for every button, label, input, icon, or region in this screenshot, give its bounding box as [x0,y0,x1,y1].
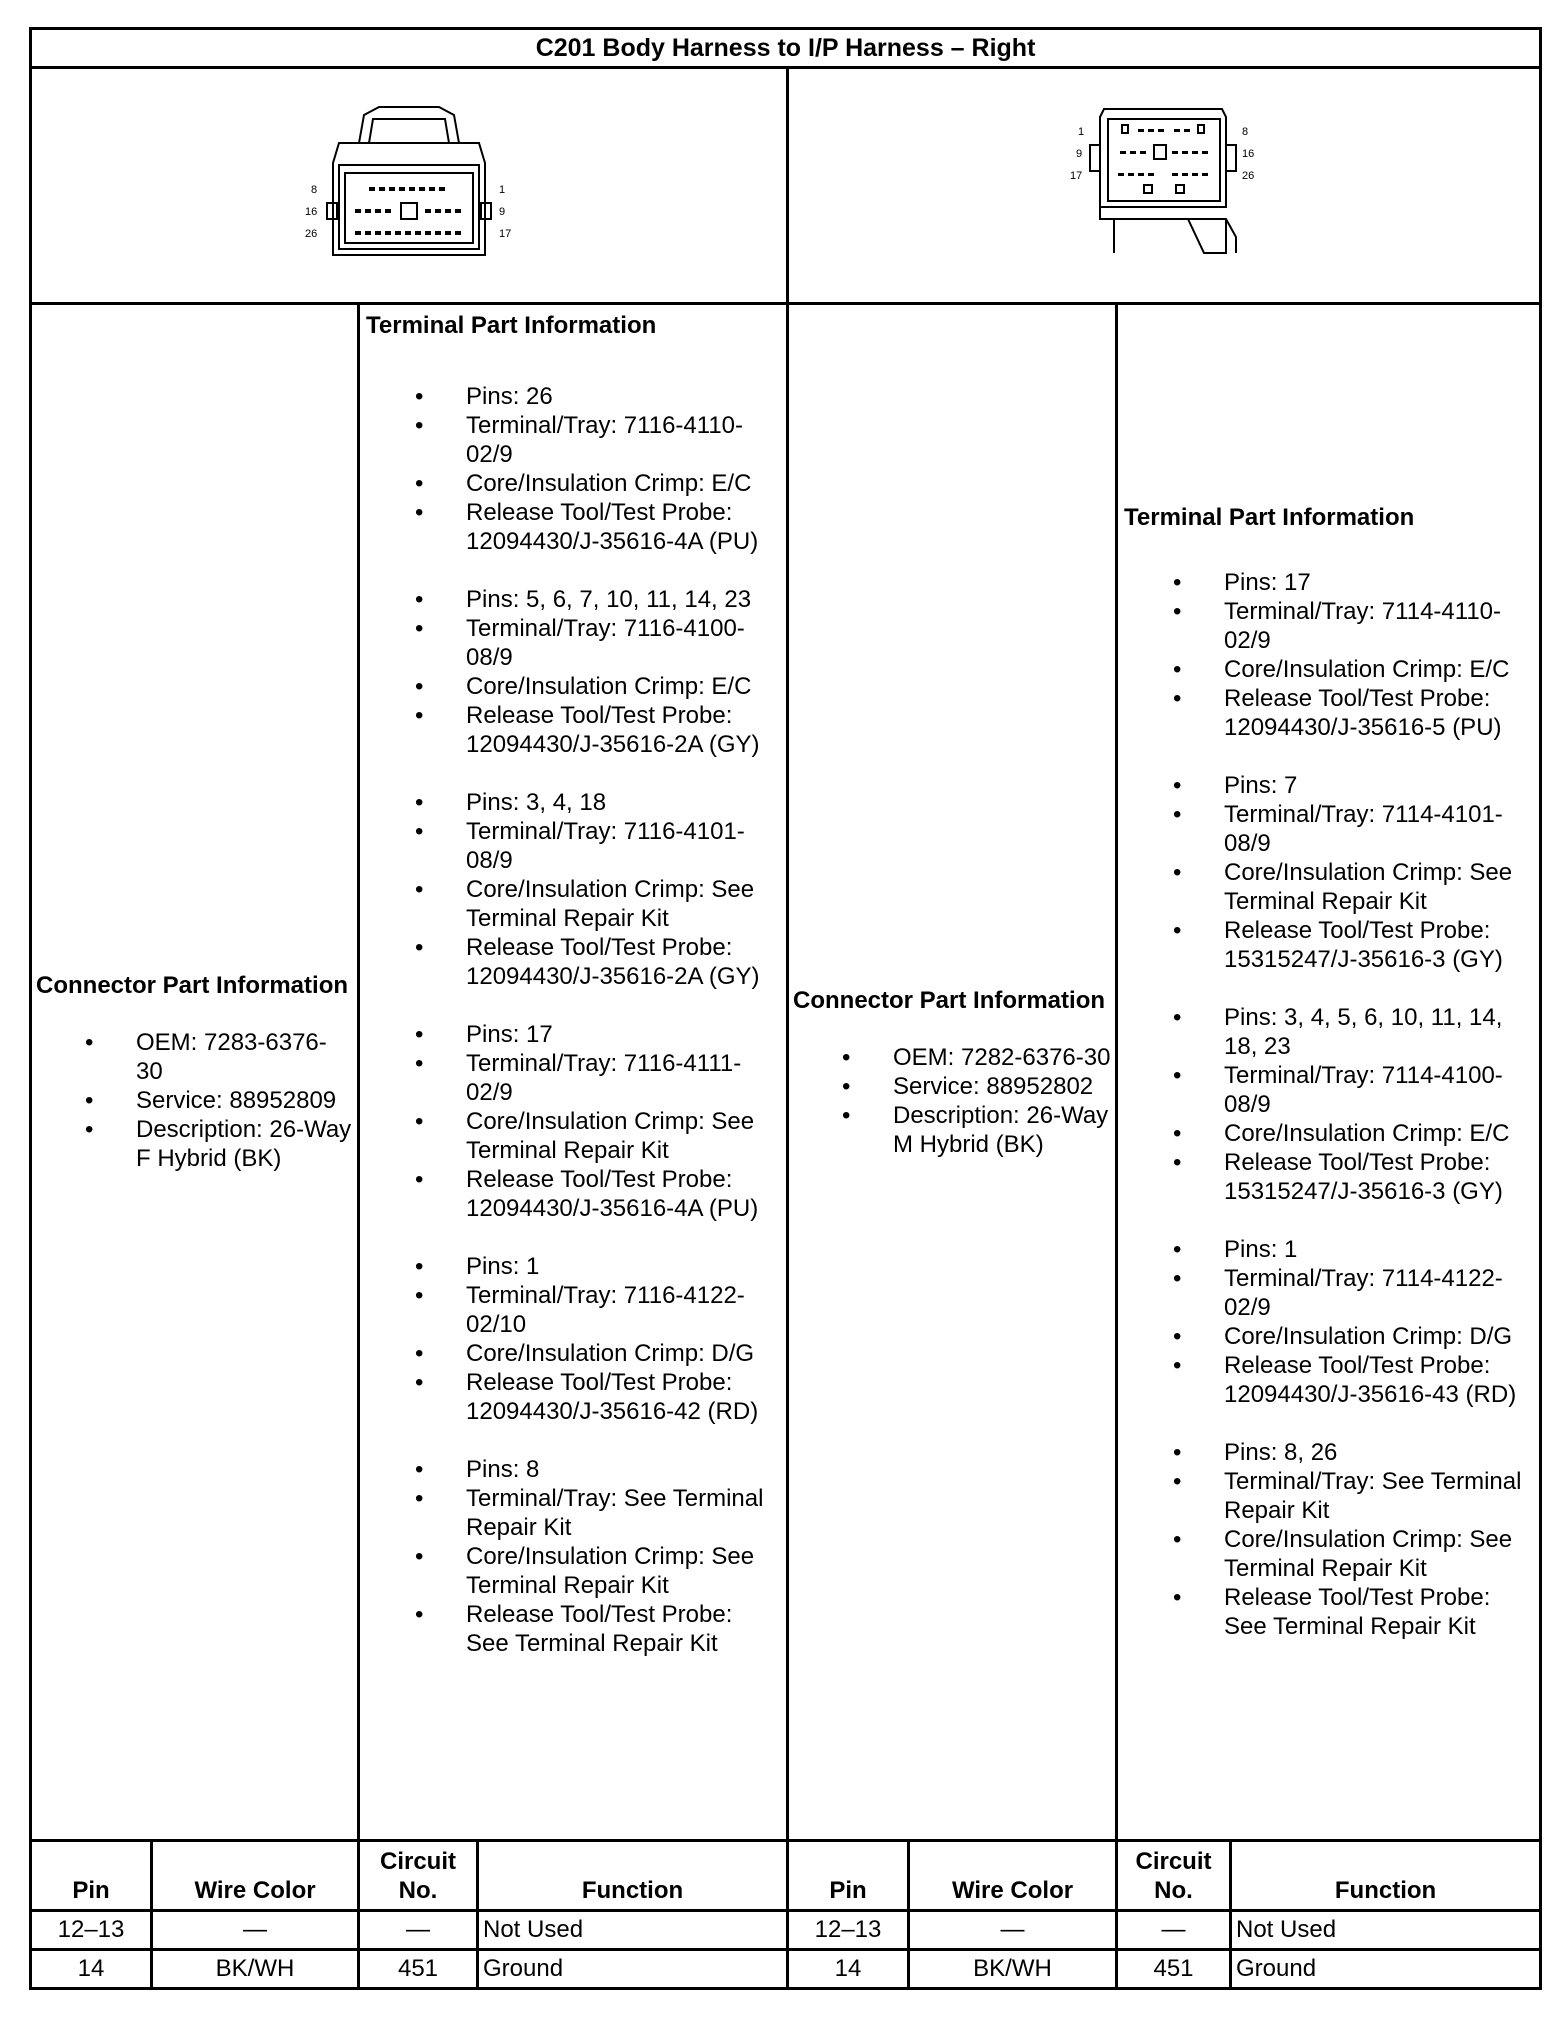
pin-label-1: 1 [499,184,506,196]
pin-label-9: 9 [1076,148,1083,160]
terminal-group [1124,1438,1533,1641]
list-item: • Pins: 17 [466,1020,780,1049]
list-item: • Terminal/Tray: 7116-4110-02/9 [466,411,780,469]
terminal-group [1124,1235,1533,1409]
list-item: • Release Tool/Test Probe: 12094430/J-35616-4A (PU) [466,1165,780,1223]
left-connector-info [31,304,359,1841]
pin-label-9: 9 [499,206,506,218]
function-cell: Ground [1231,1950,1541,1989]
page-title: C201 Body Harness to I/P Harness – Right [31,29,1541,68]
wire-cell: — [909,1911,1117,1950]
terminal-heading: Terminal Part Information [366,312,657,339]
right-connector-info [788,304,1117,1841]
list-item: • Terminal/Tray: 7114-4122-02/9 [1224,1264,1533,1322]
list-item: • Terminal/Tray: 7116-4101-08/9 [466,817,780,875]
terminal-heading: Terminal Part Information [1124,504,1415,531]
pin-label-1: 1 [1078,126,1085,138]
list-item: • Release Tool/Test Probe: 12094430/J-35616-4A (PU) [466,498,780,556]
list-item: • Description: 26-Way M Hybrid (BK) [893,1101,1111,1159]
list-item: • Core/Insulation Crimp: See Terminal Repair Kit [466,1107,780,1165]
wire-cell: — [152,1911,359,1950]
terminal-group [366,585,780,759]
male-connector-icon [1064,103,1264,263]
pin-cell: 12–13 [788,1911,909,1950]
header-pin: Pin [788,1841,909,1911]
terminal-group [366,1252,780,1426]
list-item: • Pins: 7 [1224,771,1533,800]
header-function: Function [1231,1841,1541,1911]
terminal-group [1124,568,1533,742]
pin-cell: 14 [788,1950,909,1989]
terminal-group [366,1455,780,1658]
list-item: • Release Tool/Test Probe: 12094430/J-35616-5 (PU) [1224,684,1533,742]
list-item: • Terminal/Tray: 7114-4110-02/9 [1224,597,1533,655]
circuit-cell: — [359,1911,478,1950]
list-item: • Terminal/Tray: 7116-4100-08/9 [466,614,780,672]
table-row [31,1950,1541,1989]
list-item: • Pins: 1 [466,1252,780,1281]
list-item: • Core/Insulation Crimp: See Terminal Repair Kit [1224,1525,1533,1583]
list-item: • Core/Insulation Crimp: D/G [1224,1322,1533,1351]
female-connector-icon [299,103,519,263]
wire-cell: BK/WH [909,1950,1117,1989]
left-terminal-info [359,304,788,1841]
list-item: • Service: 88952809 [136,1086,353,1115]
list-item: • Description: 26-Way F Hybrid (BK) [136,1115,353,1173]
connector-list [793,1043,1111,1159]
list-item: • Terminal/Tray: See Terminal Repair Kit [1224,1467,1533,1525]
list-item: • Release Tool/Test Probe: 15315247/J-35616-3 (GY) [1224,916,1533,974]
pin-label-17: 17 [499,228,512,240]
list-item: • Terminal/Tray: See Terminal Repair Kit [466,1484,780,1542]
pin-label-26: 26 [305,228,318,240]
header-function: Function [478,1841,788,1911]
header-wire-color: Wire Color [909,1841,1117,1911]
pin-label-8: 8 [311,184,318,196]
header-circuit: Circuit No. [359,1841,478,1911]
list-item: • Core/Insulation Crimp: E/C [466,672,780,701]
list-item: • Terminal/Tray: 7114-4100-08/9 [1224,1061,1533,1119]
function-cell: Ground [478,1950,788,1989]
list-item: • Release Tool/Test Probe: 12094430/J-35616-43 (RD) [1224,1351,1533,1409]
function-cell: Not Used [1231,1911,1541,1950]
list-item: • Pins: 17 [1224,568,1533,597]
list-item: • Pins: 26 [466,382,780,411]
circuit-cell: — [1117,1911,1231,1950]
circuit-cell: 451 [1117,1950,1231,1989]
list-item: • Release Tool/Test Probe: 12094430/J-35616-42 (RD) [466,1368,780,1426]
terminal-group [366,382,780,556]
pin-cell: 12–13 [31,1911,152,1950]
terminal-group [1124,771,1533,974]
list-item: • Release Tool/Test Probe: See Terminal Repair Kit [466,1600,780,1658]
list-item: • Core/Insulation Crimp: E/C [466,469,780,498]
list-item: • Release Tool/Test Probe: 12094430/J-35616-2A (GY) [466,701,780,759]
pin-label-17: 17 [1070,170,1083,182]
right-terminal-info [1117,304,1541,1841]
table-row [31,1911,1541,1950]
list-item: • Core/Insulation Crimp: D/G [466,1339,780,1368]
list-item: • Release Tool/Test Probe: See Terminal Repair Kit [1224,1583,1533,1641]
list-item: • Core/Insulation Crimp: See Terminal Repair Kit [466,1542,780,1600]
list-item: • Terminal/Tray: 7116-4111-02/9 [466,1049,780,1107]
list-item: • Terminal/Tray: 7114-4101-08/9 [1224,800,1533,858]
pin-cell: 14 [31,1950,152,1989]
list-item: • Pins: 1 [1224,1235,1533,1264]
list-item: • Core/Insulation Crimp: E/C [1224,1119,1533,1148]
list-item: • Pins: 5, 6, 7, 10, 11, 14, 23 [466,585,780,614]
list-item: • Pins: 3, 4, 18 [466,788,780,817]
left-connector-diagram [31,68,788,304]
pin-label-16: 16 [1242,148,1255,160]
circuit-cell: 451 [359,1950,478,1989]
pin-label-26: 26 [1242,170,1255,182]
right-connector-diagram [788,68,1541,304]
pin-label-16: 16 [305,206,318,218]
list-item: • Release Tool/Test Probe: 12094430/J-35616-2A (GY) [466,933,780,991]
list-item: • Core/Insulation Crimp: See Terminal Repair Kit [466,875,780,933]
connector-heading: Connector Part Information [36,972,349,999]
terminal-group [366,788,780,991]
header-pin: Pin [31,1841,152,1911]
pin-label-8: 8 [1242,126,1249,138]
connector-table [29,27,1542,1990]
list-item: • Terminal/Tray: 7116-4122-02/10 [466,1281,780,1339]
list-item: • Service: 88952802 [893,1072,1111,1101]
header-circuit: Circuit No. [1117,1841,1231,1911]
wire-cell: BK/WH [152,1950,359,1989]
function-cell: Not Used [478,1911,788,1950]
connector-heading: Connector Part Information [793,986,1106,1014]
terminal-group [1124,1003,1533,1206]
list-item: • Pins: 3, 4, 5, 6, 10, 11, 14, 18, 23 [1224,1003,1533,1061]
list-item: • Core/Insulation Crimp: E/C [1224,655,1533,684]
list-item: • Pins: 8, 26 [1224,1438,1533,1467]
list-item: • OEM: 7282-6376-30 [893,1043,1111,1072]
header-wire-color: Wire Color [152,1841,359,1911]
connector-list [36,1028,353,1173]
list-item: • Core/Insulation Crimp: See Terminal Repair Kit [1224,858,1533,916]
list-item: • OEM: 7283-6376-30 [136,1028,353,1086]
list-item: • Release Tool/Test Probe: 15315247/J-35616-3 (GY) [1224,1148,1533,1206]
terminal-group [366,1020,780,1223]
list-item: • Pins: 8 [466,1455,780,1484]
